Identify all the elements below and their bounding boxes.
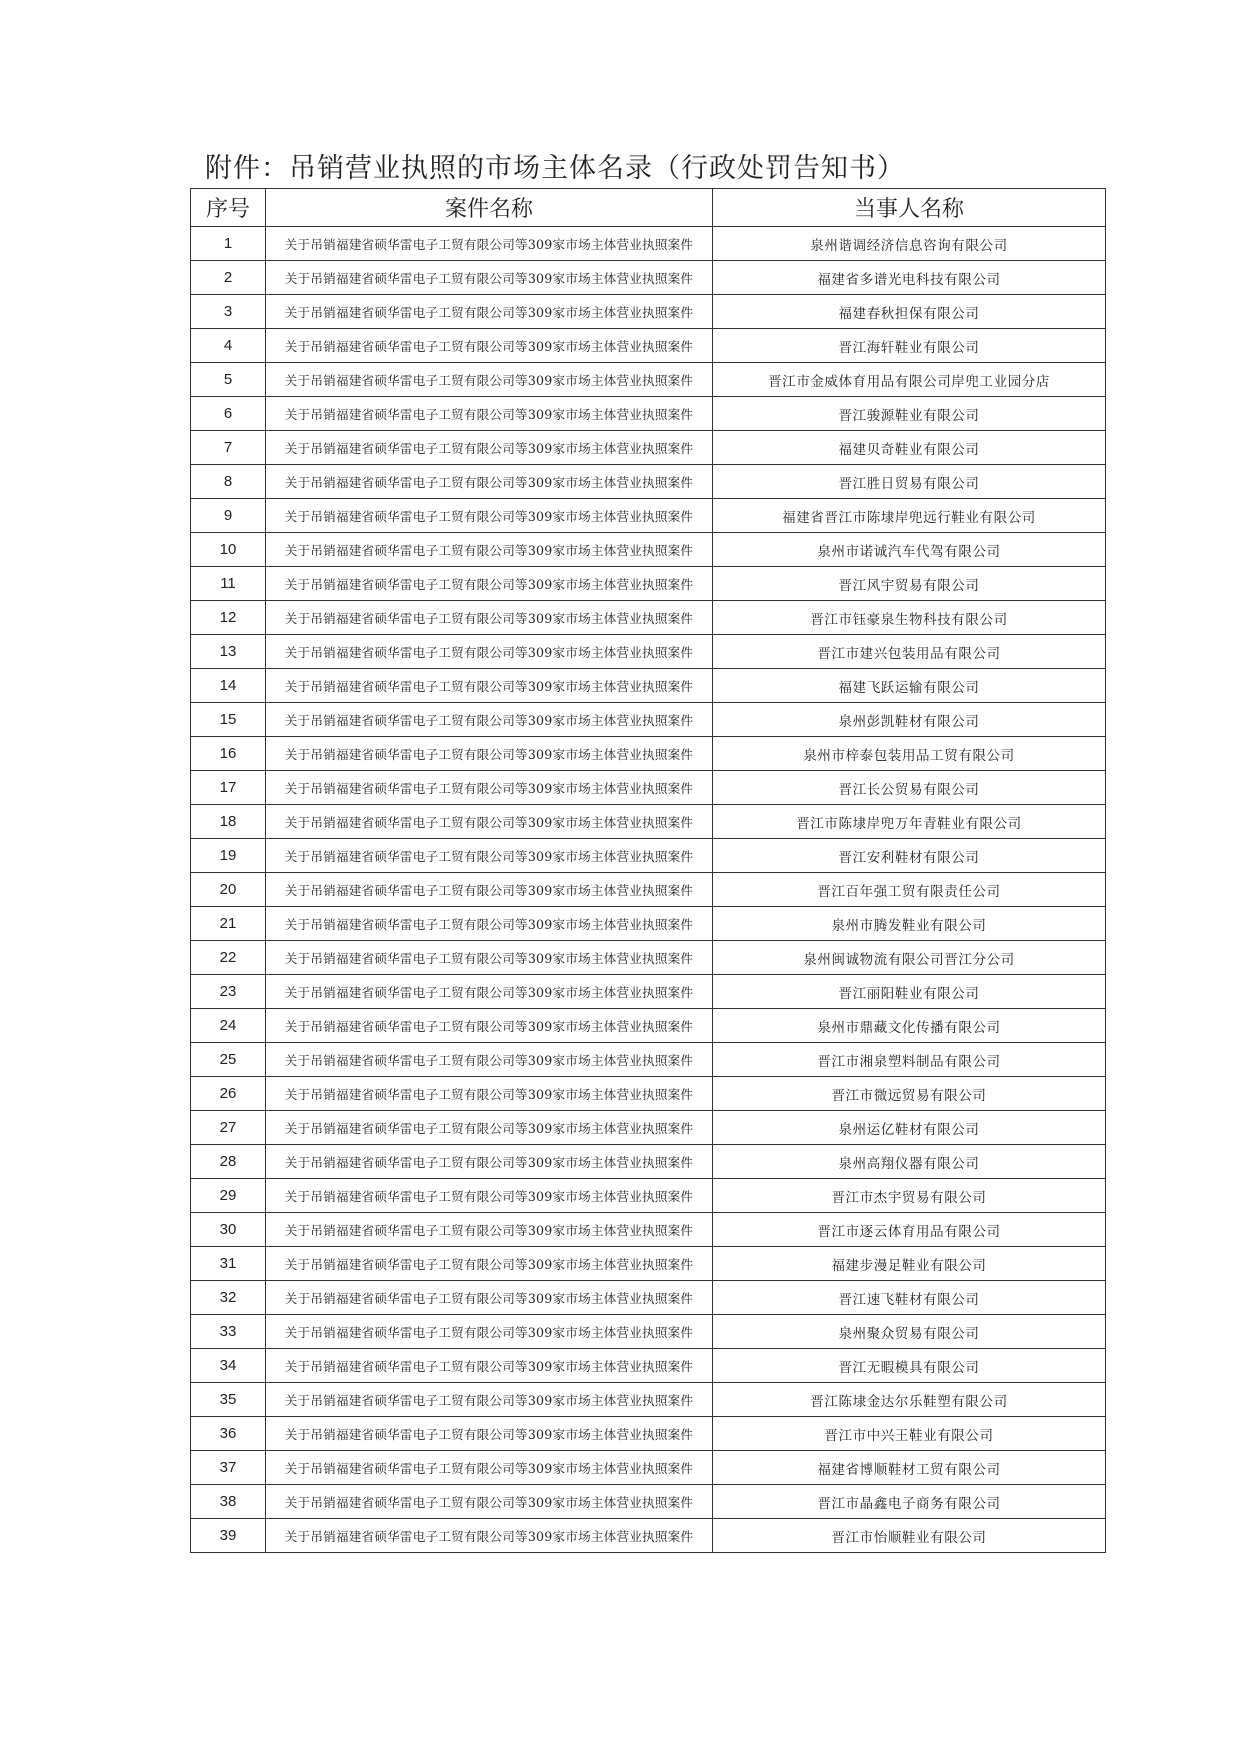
table-row: [191, 499, 1106, 533]
row-case-name: 关于吊销福建省硕华雷电子工贸有限公司等309家市场主体营业执照案件: [266, 1247, 713, 1281]
table-row: [191, 635, 1106, 669]
row-party-name: 晋江市杰宇贸易有限公司: [713, 1179, 1106, 1213]
row-party-name: 泉州高翔仪器有限公司: [713, 1145, 1106, 1179]
table-row: [191, 941, 1106, 975]
table-row: [191, 1009, 1106, 1043]
row-case-name: 关于吊销福建省硕华雷电子工贸有限公司等309家市场主体营业执照案件: [266, 975, 713, 1009]
row-party-name: 泉州彭凯鞋材有限公司: [713, 703, 1106, 737]
table-row: [191, 975, 1106, 1009]
row-index: 31: [191, 1247, 266, 1281]
row-case-name: 关于吊销福建省硕华雷电子工贸有限公司等309家市场主体营业执照案件: [266, 533, 713, 567]
row-case-name: 关于吊销福建省硕华雷电子工贸有限公司等309家市场主体营业执照案件: [266, 1451, 713, 1485]
row-party-name: 福建省晋江市陈埭岸兜远行鞋业有限公司: [713, 499, 1106, 533]
table-row: [191, 1145, 1106, 1179]
row-index: 3: [191, 295, 266, 329]
row-party-name: 晋江市钰豪泉生物科技有限公司: [713, 601, 1106, 635]
table-row: [191, 1383, 1106, 1417]
row-case-name: 关于吊销福建省硕华雷电子工贸有限公司等309家市场主体营业执照案件: [266, 1485, 713, 1519]
row-party-name: 晋江市陈埭岸兜万年青鞋业有限公司: [713, 805, 1106, 839]
row-index: 35: [191, 1383, 266, 1417]
table-row: [191, 1281, 1106, 1315]
header-party-name: 当事人名称: [713, 189, 1106, 227]
table-row: [191, 839, 1106, 873]
row-party-name: 泉州谐调经济信息咨询有限公司: [713, 227, 1106, 261]
table-row: [191, 737, 1106, 771]
header-index: 序号: [191, 189, 266, 227]
row-index: 7: [191, 431, 266, 465]
row-case-name: 关于吊销福建省硕华雷电子工贸有限公司等309家市场主体营业执照案件: [266, 1111, 713, 1145]
row-case-name: 关于吊销福建省硕华雷电子工贸有限公司等309家市场主体营业执照案件: [266, 261, 713, 295]
table-row: [191, 363, 1106, 397]
row-party-name: 晋江市晶鑫电子商务有限公司: [713, 1485, 1106, 1519]
row-case-name: 关于吊销福建省硕华雷电子工贸有限公司等309家市场主体营业执照案件: [266, 1043, 713, 1077]
row-case-name: 关于吊销福建省硕华雷电子工贸有限公司等309家市场主体营业执照案件: [266, 363, 713, 397]
row-party-name: 福建春秋担保有限公司: [713, 295, 1106, 329]
row-index: 23: [191, 975, 266, 1009]
table-row: [191, 329, 1106, 363]
row-case-name: 关于吊销福建省硕华雷电子工贸有限公司等309家市场主体营业执照案件: [266, 295, 713, 329]
table-row: [191, 567, 1106, 601]
row-index: 19: [191, 839, 266, 873]
row-case-name: 关于吊销福建省硕华雷电子工贸有限公司等309家市场主体营业执照案件: [266, 1315, 713, 1349]
row-party-name: 晋江风宇贸易有限公司: [713, 567, 1106, 601]
row-index: 21: [191, 907, 266, 941]
row-case-name: 关于吊销福建省硕华雷电子工贸有限公司等309家市场主体营业执照案件: [266, 703, 713, 737]
table-row: [191, 601, 1106, 635]
table-row: [191, 533, 1106, 567]
row-party-name: 晋江安利鞋材有限公司: [713, 839, 1106, 873]
row-case-name: 关于吊销福建省硕华雷电子工贸有限公司等309家市场主体营业执照案件: [266, 873, 713, 907]
row-index: 12: [191, 601, 266, 635]
table-row: [191, 1077, 1106, 1111]
row-party-name: 泉州闽诚物流有限公司晋江分公司: [713, 941, 1106, 975]
row-case-name: 关于吊销福建省硕华雷电子工贸有限公司等309家市场主体营业执照案件: [266, 907, 713, 941]
table-row: [191, 295, 1106, 329]
row-party-name: 泉州市梓泰包装用品工贸有限公司: [713, 737, 1106, 771]
row-case-name: 关于吊销福建省硕华雷电子工贸有限公司等309家市场主体营业执照案件: [266, 329, 713, 363]
row-party-name: 晋江市怡顺鞋业有限公司: [713, 1519, 1106, 1553]
row-case-name: 关于吊销福建省硕华雷电子工贸有限公司等309家市场主体营业执照案件: [266, 1077, 713, 1111]
row-case-name: 关于吊销福建省硕华雷电子工贸有限公司等309家市场主体营业执照案件: [266, 431, 713, 465]
header-case-name: 案件名称: [266, 189, 713, 227]
row-case-name: 关于吊销福建省硕华雷电子工贸有限公司等309家市场主体营业执照案件: [266, 1213, 713, 1247]
table-row: [191, 1247, 1106, 1281]
row-index: 34: [191, 1349, 266, 1383]
row-party-name: 晋江市中兴王鞋业有限公司: [713, 1417, 1106, 1451]
table-body: [191, 227, 1106, 1553]
row-index: 25: [191, 1043, 266, 1077]
row-case-name: 关于吊销福建省硕华雷电子工贸有限公司等309家市场主体营业执照案件: [266, 635, 713, 669]
table-row: [191, 1315, 1106, 1349]
row-case-name: 关于吊销福建省硕华雷电子工贸有限公司等309家市场主体营业执照案件: [266, 1145, 713, 1179]
table-row: [191, 873, 1106, 907]
row-party-name: 福建省多谱光电科技有限公司: [713, 261, 1106, 295]
row-case-name: 关于吊销福建省硕华雷电子工贸有限公司等309家市场主体营业执照案件: [266, 465, 713, 499]
table-row: [191, 805, 1106, 839]
row-case-name: 关于吊销福建省硕华雷电子工贸有限公司等309家市场主体营业执照案件: [266, 805, 713, 839]
row-index: 18: [191, 805, 266, 839]
row-index: 13: [191, 635, 266, 669]
row-party-name: 福建省博顺鞋材工贸有限公司: [713, 1451, 1106, 1485]
row-index: 11: [191, 567, 266, 601]
row-party-name: 晋江市逐云体育用品有限公司: [713, 1213, 1106, 1247]
row-party-name: 福建贝奇鞋业有限公司: [713, 431, 1106, 465]
table-row: [191, 397, 1106, 431]
row-case-name: 关于吊销福建省硕华雷电子工贸有限公司等309家市场主体营业执照案件: [266, 941, 713, 975]
table-row: [191, 669, 1106, 703]
row-index: 36: [191, 1417, 266, 1451]
row-index: 37: [191, 1451, 266, 1485]
row-party-name: 泉州聚众贸易有限公司: [713, 1315, 1106, 1349]
row-index: 17: [191, 771, 266, 805]
table-row: [191, 1213, 1106, 1247]
table-row: [191, 431, 1106, 465]
row-case-name: 关于吊销福建省硕华雷电子工贸有限公司等309家市场主体营业执照案件: [266, 669, 713, 703]
table-row: [191, 703, 1106, 737]
row-index: 33: [191, 1315, 266, 1349]
row-index: 9: [191, 499, 266, 533]
table-row: [191, 1043, 1106, 1077]
row-party-name: 晋江百年强工贸有限责任公司: [713, 873, 1106, 907]
row-party-name: 泉州市腾发鞋业有限公司: [713, 907, 1106, 941]
document-title: 附件：吊销营业执照的市场主体名录（行政处罚告知书）: [205, 153, 905, 184]
row-index: 10: [191, 533, 266, 567]
row-party-name: 晋江市建兴包装用品有限公司: [713, 635, 1106, 669]
row-party-name: 晋江速飞鞋材有限公司: [713, 1281, 1106, 1315]
table-row: [191, 1111, 1106, 1145]
row-party-name: 泉州市鼎藏文化传播有限公司: [713, 1009, 1106, 1043]
row-case-name: 关于吊销福建省硕华雷电子工贸有限公司等309家市场主体营业执照案件: [266, 1383, 713, 1417]
row-index: 29: [191, 1179, 266, 1213]
row-case-name: 关于吊销福建省硕华雷电子工贸有限公司等309家市场主体营业执照案件: [266, 499, 713, 533]
row-case-name: 关于吊销福建省硕华雷电子工贸有限公司等309家市场主体营业执照案件: [266, 1417, 713, 1451]
row-party-name: 福建步漫足鞋业有限公司: [713, 1247, 1106, 1281]
row-index: 16: [191, 737, 266, 771]
table-row: [191, 1485, 1106, 1519]
table-row: [191, 771, 1106, 805]
row-case-name: 关于吊销福建省硕华雷电子工贸有限公司等309家市场主体营业执照案件: [266, 397, 713, 431]
row-case-name: 关于吊销福建省硕华雷电子工贸有限公司等309家市场主体营业执照案件: [266, 1349, 713, 1383]
row-party-name: 晋江海轩鞋业有限公司: [713, 329, 1106, 363]
table-row: [191, 1519, 1106, 1553]
row-party-name: 福建飞跃运输有限公司: [713, 669, 1106, 703]
revocation-roster-table: [190, 188, 1106, 1553]
row-case-name: 关于吊销福建省硕华雷电子工贸有限公司等309家市场主体营业执照案件: [266, 601, 713, 635]
row-party-name: 晋江陈埭金达尔乐鞋塑有限公司: [713, 1383, 1106, 1417]
table-row: [191, 1451, 1106, 1485]
row-party-name: 泉州运亿鞋材有限公司: [713, 1111, 1106, 1145]
row-index: 2: [191, 261, 266, 295]
row-case-name: 关于吊销福建省硕华雷电子工贸有限公司等309家市场主体营业执照案件: [266, 737, 713, 771]
table-row: [191, 1417, 1106, 1451]
row-index: 26: [191, 1077, 266, 1111]
row-index: 32: [191, 1281, 266, 1315]
table-row: [191, 261, 1106, 295]
row-case-name: 关于吊销福建省硕华雷电子工贸有限公司等309家市场主体营业执照案件: [266, 1179, 713, 1213]
row-party-name: 晋江市湘泉塑料制品有限公司: [713, 1043, 1106, 1077]
row-index: 24: [191, 1009, 266, 1043]
row-party-name: 晋江丽阳鞋业有限公司: [713, 975, 1106, 1009]
row-case-name: 关于吊销福建省硕华雷电子工贸有限公司等309家市场主体营业执照案件: [266, 771, 713, 805]
table-row: [191, 1179, 1106, 1213]
row-party-name: 晋江长公贸易有限公司: [713, 771, 1106, 805]
row-party-name: 晋江骏源鞋业有限公司: [713, 397, 1106, 431]
row-index: 28: [191, 1145, 266, 1179]
row-index: 27: [191, 1111, 266, 1145]
row-case-name: 关于吊销福建省硕华雷电子工贸有限公司等309家市场主体营业执照案件: [266, 1519, 713, 1553]
row-party-name: 晋江市微远贸易有限公司: [713, 1077, 1106, 1111]
row-index: 5: [191, 363, 266, 397]
row-index: 20: [191, 873, 266, 907]
table-row: [191, 465, 1106, 499]
table-header-row: [191, 189, 1106, 227]
row-case-name: 关于吊销福建省硕华雷电子工贸有限公司等309家市场主体营业执照案件: [266, 567, 713, 601]
row-party-name: 晋江市金威体育用品有限公司岸兜工业园分店: [713, 363, 1106, 397]
row-index: 15: [191, 703, 266, 737]
row-case-name: 关于吊销福建省硕华雷电子工贸有限公司等309家市场主体营业执照案件: [266, 227, 713, 261]
row-case-name: 关于吊销福建省硕华雷电子工贸有限公司等309家市场主体营业执照案件: [266, 1281, 713, 1315]
row-index: 14: [191, 669, 266, 703]
row-index: 6: [191, 397, 266, 431]
row-party-name: 晋江胜日贸易有限公司: [713, 465, 1106, 499]
row-index: 39: [191, 1519, 266, 1553]
row-index: 4: [191, 329, 266, 363]
row-index: 38: [191, 1485, 266, 1519]
table-row: [191, 227, 1106, 261]
table-row: [191, 907, 1106, 941]
row-party-name: 晋江无暇模具有限公司: [713, 1349, 1106, 1383]
table-row: [191, 1349, 1106, 1383]
row-case-name: 关于吊销福建省硕华雷电子工贸有限公司等309家市场主体营业执照案件: [266, 839, 713, 873]
row-index: 22: [191, 941, 266, 975]
row-index: 1: [191, 227, 266, 261]
row-party-name: 泉州市诺诚汽车代驾有限公司: [713, 533, 1106, 567]
row-case-name: 关于吊销福建省硕华雷电子工贸有限公司等309家市场主体营业执照案件: [266, 1009, 713, 1043]
row-index: 30: [191, 1213, 266, 1247]
row-index: 8: [191, 465, 266, 499]
